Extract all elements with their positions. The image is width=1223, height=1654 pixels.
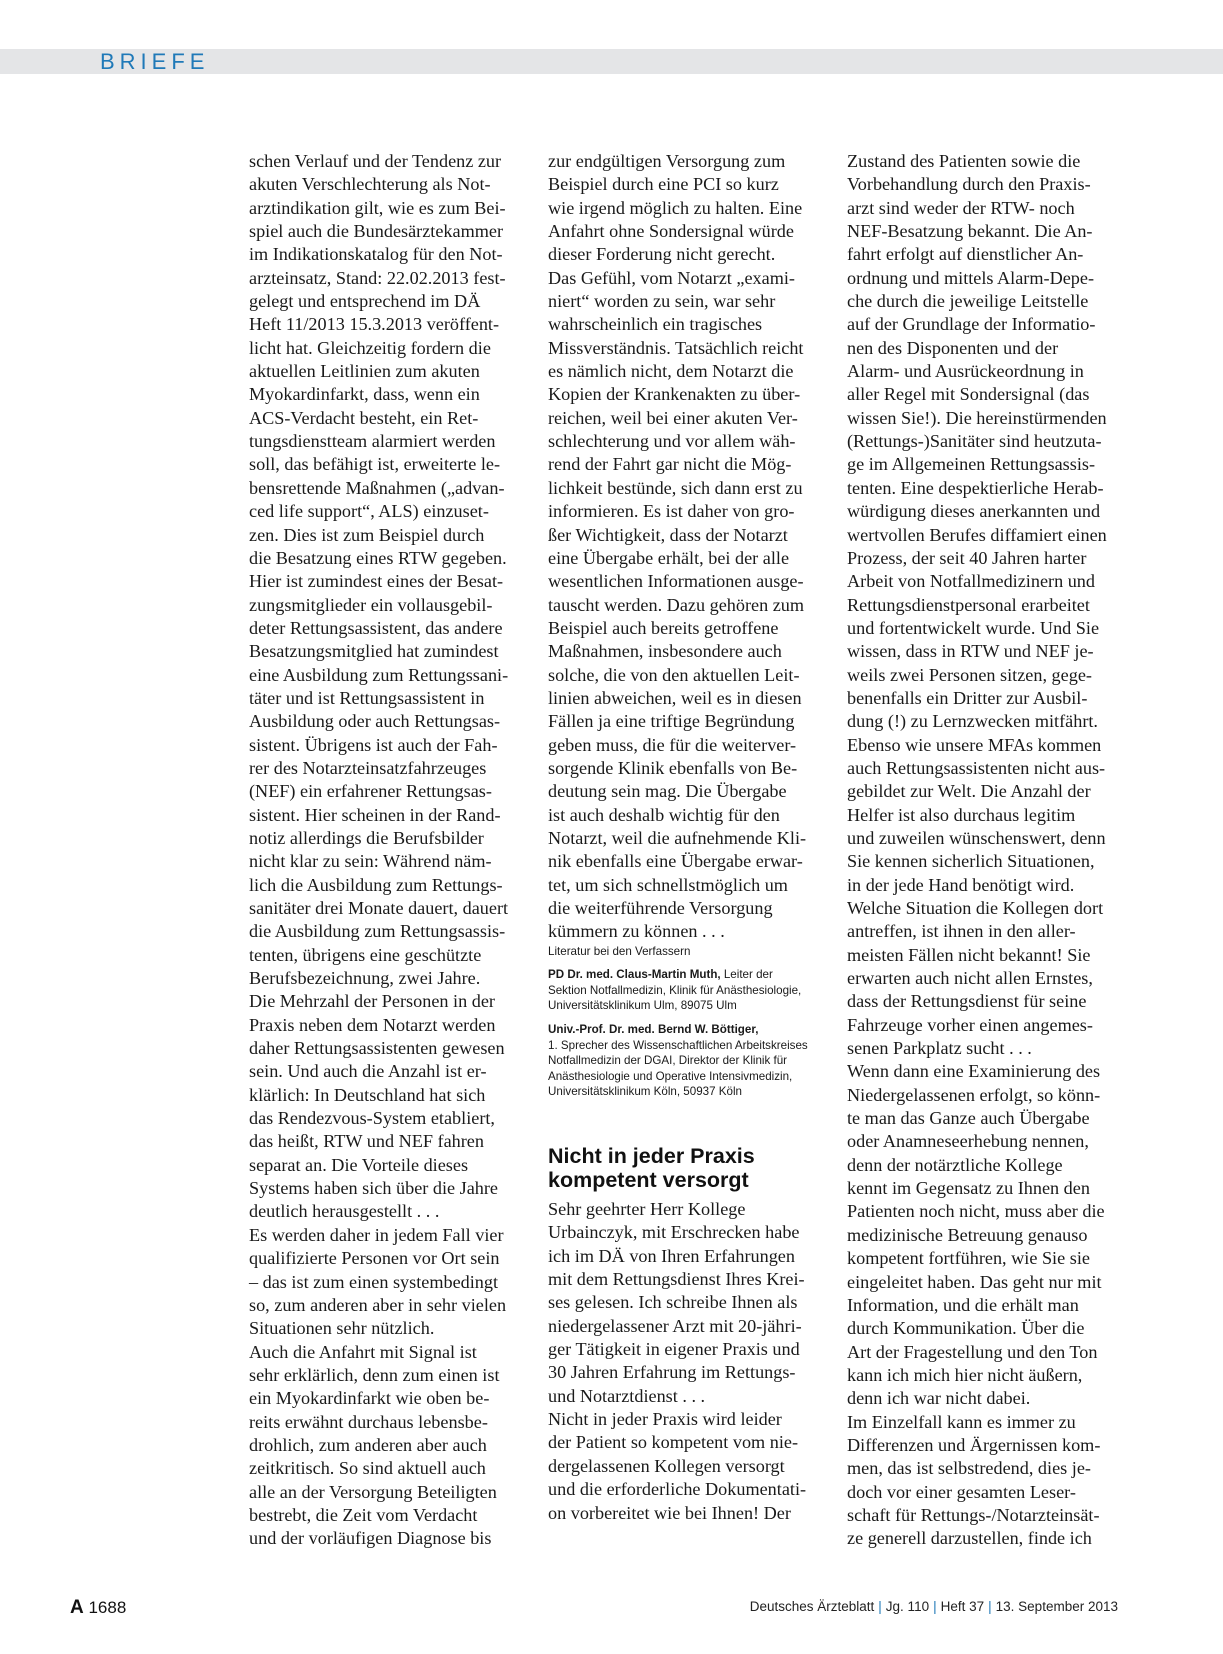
text-line: Systems haben sich über die Jahre	[249, 1178, 499, 1199]
text-line: Anfahrt ohne Sondersignal würde	[548, 221, 794, 242]
text-line: ein Myokardinfarkt wie oben be-	[249, 1388, 490, 1409]
text-line: solche, die von den aktuellen Leit-	[548, 664, 800, 685]
text-line: 30 Jahren Erfahrung im Rettungs-	[548, 1362, 796, 1383]
text-line: Patienten noch nicht, muss aber die	[847, 1201, 1105, 1222]
literature-note: Literatur bei den Verfassern	[548, 944, 691, 958]
text-line: dass der Rettungsdienst für seine	[847, 991, 1087, 1012]
text-line: alle an der Versorgung Beteiligten	[249, 1481, 497, 1502]
text-line: Sie kennen sicherlich Situationen,	[847, 851, 1095, 872]
text-line: eine Übergabe erhält, bei der alle	[548, 547, 790, 568]
text-line: ge im Allgemeinen Rettungsassis-	[847, 454, 1096, 475]
text-line: Ausbildung oder auch Rettungsas-	[249, 711, 501, 732]
text-line: klärlich: In Deutschland hat sich	[249, 1084, 486, 1105]
text-line: (Rettungs-)Sanitäter sind heutzuta-	[847, 431, 1102, 452]
page-number	[70, 1597, 126, 1619]
text-line: tet, um sich schnellstmöglich um	[548, 874, 788, 895]
text-line: zungsmitglieder ein vollausgebil-	[249, 594, 493, 615]
text-line: tungsdienstteam alarmiert werden	[249, 431, 496, 452]
author-2-name: Univ.-Prof. Dr. med. Bernd W. Böttiger,	[548, 1023, 759, 1037]
text-line: che durch die jeweilige Leitstelle	[847, 291, 1089, 312]
text-line: separat an. Die Vorteile dieses	[249, 1154, 469, 1175]
text-line: Auch die Anfahrt mit Signal ist	[249, 1341, 477, 1362]
text-line: der Patient so kompetent vom nie-	[548, 1432, 799, 1453]
text-line: das Rendezvous-System etabliert,	[249, 1108, 495, 1129]
text-line: aktuellen Leitlinien zum akuten	[249, 361, 480, 382]
text-line: reits erwähnt durchaus lebensbe-	[249, 1411, 488, 1432]
text-line: (NEF) ein erfahrener Rettungsas-	[249, 781, 492, 802]
column-2-body-top	[548, 150, 808, 944]
text-line: die Ausbildung zum Rettungsassis-	[249, 921, 506, 942]
text-line: wissen Sie!). Die hereinstürmenden	[847, 407, 1107, 428]
text-line: weils zwei Personen sitzen, gege-	[847, 664, 1092, 685]
text-line: Information, und die erhält man	[847, 1294, 1079, 1315]
text-line: Nicht in jeder Praxis	[548, 1144, 755, 1169]
text-line: daher Rettungsassistenten gewesen	[249, 1038, 505, 1059]
text-line: arzt sind weder der RTW- noch	[847, 197, 1075, 218]
text-line: die weiterführende Versorgung	[548, 898, 773, 918]
text-line: Beispiel auch bereits getroffene	[548, 617, 779, 638]
text-line: lich die Ausbildung zum Rettungs-	[249, 874, 503, 895]
text-line: ze generell darzustellen, finde ich	[847, 1528, 1092, 1549]
text-line: – das ist zum einen systembedingt	[249, 1271, 499, 1292]
text-line: Differenzen und Ärgernissen kom-	[847, 1434, 1101, 1455]
footer-separator: |	[878, 1599, 882, 1614]
text-line: Praxis neben dem Notarzt werden	[249, 1014, 496, 1035]
page-letter: A	[70, 1597, 84, 1618]
text-line: dergelassenen Kollegen versorgt	[548, 1455, 785, 1476]
text-line: und zuweilen wünschenswert, denn	[847, 827, 1106, 848]
text-line: Sehr geehrter Herr Kollege	[548, 1199, 746, 1220]
text-line: medizinische Betreuung genauso	[847, 1224, 1088, 1245]
column-2-body-bottom	[548, 1198, 808, 1525]
text-line: benenfalls ein Dritter zur Ausbil-	[847, 687, 1088, 708]
letter-heading	[548, 1144, 808, 1192]
text-line: oder Anamneseerhebung nennen,	[847, 1131, 1089, 1152]
text-line: sehr erklärlich, denn zum einen ist	[249, 1364, 500, 1385]
text-line: reichen, weil bei einer akuten Ver-	[548, 407, 798, 428]
journal-issue: Heft 37	[940, 1599, 985, 1614]
text-line: ses gelesen. Ich schreibe Ihnen als	[548, 1292, 798, 1313]
text-line: dung (!) zu Lernzwecken mitfährt.	[847, 711, 1098, 732]
text-line: arztindikation gilt, wie es zum Bei-	[249, 197, 506, 218]
text-line: antreffen, ist ihnen in den aller-	[847, 921, 1076, 942]
text-line: Fällen ja eine triftige Begründung	[548, 711, 795, 732]
author-1-affiliation-line: Leiter der	[720, 968, 773, 982]
text-line: die Besatzung eines RTW gegeben.	[249, 547, 507, 568]
text-line: Ebenso wie unsere MFAs kommen	[847, 734, 1102, 755]
footer-separator: |	[988, 1599, 992, 1614]
author-2-affiliation-line: Universitätsklinikum Köln, 50937 Köln	[548, 1085, 742, 1099]
text-line: drohlich, zum anderen aber auch	[249, 1434, 487, 1455]
text-line: deutlich herausgestellt . . .	[249, 1201, 440, 1222]
journal-name: Deutsches Ärzteblatt	[749, 1599, 875, 1614]
text-line: linien abweichen, weil es in diesen	[548, 687, 802, 708]
text-line: gelegt und entsprechend im DÄ	[249, 291, 481, 312]
text-line: wertvollen Berufes diffamiert einen	[847, 524, 1107, 545]
text-line: ist auch deshalb wichtig für den	[548, 804, 780, 825]
text-line: kompetent fortführen, wie Sie sie	[847, 1248, 1090, 1269]
text-line: rer des Notarzteinsatzfahrzeuges	[249, 757, 487, 778]
text-line: ordnung und mittels Alarm-Depe-	[847, 267, 1094, 288]
text-line: Helfer ist also durchaus legitim	[847, 804, 1076, 825]
text-line: licht hat. Gleichzeitig fordern die	[249, 337, 491, 358]
text-line: tenten, übrigens eine geschützte	[249, 944, 482, 965]
text-line: men, das ist selbstredend, dies je-	[847, 1458, 1091, 1479]
text-line: und Notarztdienst . . .	[548, 1385, 706, 1406]
author-2-affiliation-line: Notfallmedizin der DGAI, Direktor der Klinik für	[548, 1054, 788, 1068]
text-line: zeitkritisch. So sind aktuell auch	[249, 1458, 486, 1479]
text-line: ßer Wichtigkeit, dass der Notarzt	[548, 524, 788, 545]
text-line: mit dem Rettungsdienst Ihres Krei-	[548, 1269, 805, 1290]
text-line: Vorbehandlung durch den Praxis-	[847, 174, 1091, 195]
text-line: und der vorläufigen Diagnose bis	[249, 1528, 492, 1549]
text-line: Missverständnis. Tatsächlich reicht	[548, 337, 804, 358]
text-line: Heft 11/2013 15.3.2013 veröffent-	[249, 314, 500, 335]
text-line: notiz allerdings die Berufsbilder	[249, 827, 484, 848]
journal-footer	[750, 1599, 1118, 1614]
text-line: sistent. Übrigens ist auch der Fah-	[249, 734, 498, 755]
author-2-affiliation-line: Anästhesiologie und Operative Intensivmedizin,	[548, 1069, 793, 1083]
author-1-name: PD Dr. med. Claus-Martin Muth,	[548, 968, 721, 982]
text-line: Im Einzelfall kann es immer zu	[847, 1411, 1076, 1432]
text-line: es nämlich nicht, dem Notarzt die	[548, 361, 794, 382]
text-line: ACS-Verdacht besteht, ein Ret-	[249, 407, 479, 428]
text-line: Maßnahmen, insbesondere auch	[548, 641, 782, 662]
text-line: spiel auch die Bundesärztekammer	[249, 221, 504, 242]
text-line: niedergelassener Arzt mit 20-jähri-	[548, 1315, 802, 1336]
text-line: Urbainczyk, mit Erschrecken habe	[548, 1222, 800, 1243]
text-line: Welche Situation die Kollegen dort	[847, 898, 1104, 918]
page-number-value: 1688	[88, 1598, 127, 1617]
text-line: schen Verlauf und der Tendenz zur	[249, 151, 502, 171]
text-line: würdigung dieses anerkannten und	[847, 501, 1101, 522]
text-line: Hier ist zumindest eines der Besat-	[249, 571, 504, 592]
text-line: arzteinsatz, Stand: 22.02.2013 fest-	[249, 267, 506, 288]
text-line: fahrt erfolgt auf dienstlicher An-	[847, 244, 1084, 265]
text-line: on vorbereitet wie bei Ihnen! Der	[548, 1502, 791, 1523]
journal-volume: Jg. 110	[885, 1599, 930, 1614]
text-line: gebildet zur Welt. Die Anzahl der	[847, 781, 1091, 802]
text-line: Alarm- und Ausrückeordnung in	[847, 361, 1084, 382]
text-line: Nicht in jeder Praxis wird leider	[548, 1409, 782, 1430]
text-line: im Indikationskatalog für den Not-	[249, 244, 503, 265]
text-line: tauscht werden. Dazu gehören zum	[548, 594, 805, 615]
text-line: aller Regel mit Sondersignal (das	[847, 384, 1090, 405]
text-line: Berufsbezeichnung, zwei Jahre.	[249, 968, 481, 989]
text-line: doch vor einer gesamten Leser-	[847, 1481, 1076, 1502]
text-line: ced life support“, ALS) einzuset-	[249, 501, 489, 522]
text-line: kompetent versorgt	[548, 1168, 749, 1193]
text-column-2	[548, 150, 808, 1525]
author-1-affiliation-line: Sektion Notfallmedizin, Klinik für Anästhesiologie,	[548, 983, 802, 997]
text-line: wesentlichen Informationen ausge-	[548, 571, 804, 592]
text-line: sein. Und auch die Anzahl ist er-	[249, 1061, 487, 1082]
text-line: NEF-Besatzung bekannt. Die An-	[847, 221, 1093, 242]
text-line: sistent. Hier scheinen in der Rand-	[249, 804, 501, 825]
text-line: kann ich mich hier nicht äußern,	[847, 1364, 1083, 1385]
journal-date: 13. September 2013	[995, 1599, 1118, 1614]
text-line: Die Mehrzahl der Personen in der	[249, 991, 495, 1012]
text-line: sorgende Klinik ebenfalls von Be-	[548, 757, 798, 778]
text-line: Zustand des Patienten sowie die	[847, 151, 1081, 171]
text-line: meisten Fällen nicht bekannt! Sie	[847, 944, 1091, 965]
text-line: zur endgültigen Versorgung zum	[548, 151, 786, 171]
text-line: auch Rettungsassistenten nicht aus-	[847, 757, 1106, 778]
text-line: auf der Grundlage der Informatio-	[847, 314, 1096, 335]
text-line: das heißt, RTW und NEF fahren	[249, 1131, 484, 1152]
text-column-3	[847, 150, 1107, 1551]
text-line: Myokardinfarkt, dass, wenn ein	[249, 384, 480, 405]
text-line: Wenn dann eine Examinierung des	[847, 1061, 1101, 1082]
text-line: informieren. Es ist daher von gro-	[548, 501, 795, 522]
text-line: akuten Verschlechterung als Not-	[249, 174, 491, 195]
text-line: senen Parkplatz sucht . . .	[847, 1038, 1032, 1059]
author-2-affiliation-line: 1. Sprecher des Wissenschaftlichen Arbeitskreises	[548, 1038, 808, 1052]
text-line: schaft für Rettungs-/Notarzteinsät-	[847, 1504, 1100, 1525]
text-line: Notarzt, weil die aufnehmende Kli-	[548, 827, 807, 848]
text-line: zen. Dies ist zum Beispiel durch	[249, 524, 485, 545]
author-references	[548, 944, 808, 1100]
text-line: ich im DÄ von Ihren Erfahrungen	[548, 1245, 795, 1266]
text-line: Situationen sehr nützlich.	[249, 1318, 435, 1339]
text-line: Arbeit von Notfallmedizinern und	[847, 571, 1095, 592]
text-line: te man das Ganze auch Übergabe	[847, 1108, 1090, 1129]
author-1-affiliation-line: Universitätsklinikum Ulm, 89075 Ulm	[548, 999, 737, 1013]
text-line: denn ich war nicht dabei.	[847, 1388, 1031, 1409]
text-line: Art der Fragestellung und den Ton	[847, 1341, 1098, 1362]
text-line: durch Kommunikation. Über die	[847, 1318, 1085, 1339]
text-line: Kopien der Krankenakten zu über-	[548, 384, 801, 405]
text-line: wie irgend möglich zu halten. Eine	[548, 197, 803, 218]
text-line: deter Rettungsassistent, das andere	[249, 617, 503, 638]
text-line: sanitäter drei Monate dauert, dauert	[249, 898, 509, 918]
text-line: dieser Forderung nicht gerecht.	[548, 244, 776, 265]
text-line: Es werden daher in jedem Fall vier	[249, 1224, 504, 1245]
text-line: eine Ausbildung zum Rettungssani-	[249, 664, 509, 685]
text-line: Rettungsdienstpersonal erarbeitet	[847, 594, 1090, 615]
text-line: niert“ worden zu sein, war sehr	[548, 291, 776, 312]
text-line: täter und ist Rettungsassistent in	[249, 687, 485, 708]
text-line: wahrscheinlich ein tragisches	[548, 314, 763, 335]
text-line: Fahrzeuge vorher einen angemes-	[847, 1014, 1093, 1035]
text-line: erwarten auch nicht allen Ernstes,	[847, 968, 1093, 989]
text-line: Prozess, der seit 40 Jahren harter	[847, 547, 1087, 568]
text-line: kümmern zu können . . .	[548, 921, 725, 942]
text-line: rend der Fahrt gar nicht die Mög-	[548, 454, 792, 475]
text-line: wissen, dass in RTW und NEF je-	[847, 641, 1094, 662]
text-line: nik ebenfalls eine Übergabe erwar-	[548, 851, 803, 872]
text-line: Niedergelassenen erfolgt, so könn-	[847, 1084, 1101, 1105]
text-line: qualifizierte Personen vor Ort sein	[249, 1248, 500, 1269]
text-line: ger Tätigkeit in eigener Praxis und	[548, 1339, 800, 1360]
text-line: kennt im Gegensatz zu Ihnen den	[847, 1178, 1090, 1199]
text-line: in der jede Hand benötigt wird.	[847, 874, 1075, 895]
text-line: bestrebt, die Zeit vom Verdacht	[249, 1504, 478, 1525]
text-line: Das Gefühl, vom Notarzt „exami-	[548, 267, 795, 288]
text-line: so, zum anderen aber in sehr vielen	[249, 1294, 507, 1315]
text-line: eingeleitet haben. Das geht nur mit	[847, 1271, 1102, 1292]
text-line: denn der notärztliche Kollege	[847, 1154, 1063, 1175]
text-column-1	[249, 150, 508, 1551]
text-line: und die erforderliche Dokumentati-	[548, 1479, 807, 1500]
text-line: soll, das befähigt ist, erweiterte le-	[249, 454, 501, 475]
text-line: bensrettende Maßnahmen („advan-	[249, 477, 505, 498]
text-line: geben muss, die für die weiterver-	[548, 734, 797, 755]
footer-separator: |	[933, 1599, 937, 1614]
text-line: lichkeit bestünde, sich dann erst zu	[548, 477, 803, 498]
text-line: schlechterung und vor allem wäh-	[548, 431, 796, 452]
text-line: Besatzungsmitglied hat zumindest	[249, 641, 499, 662]
section-label: BRIEFE	[100, 49, 210, 74]
text-line: nen des Disponenten und der	[847, 337, 1059, 358]
text-line: Beispiel durch eine PCI so kurz	[548, 174, 779, 195]
text-line: deutung sein mag. Die Übergabe	[548, 781, 787, 802]
text-line: und fortentwickelt wurde. Und Sie	[847, 617, 1100, 638]
text-line: tenten. Eine despektierliche Herab-	[847, 477, 1104, 498]
text-line: nicht klar zu sein: Während näm-	[249, 851, 492, 872]
